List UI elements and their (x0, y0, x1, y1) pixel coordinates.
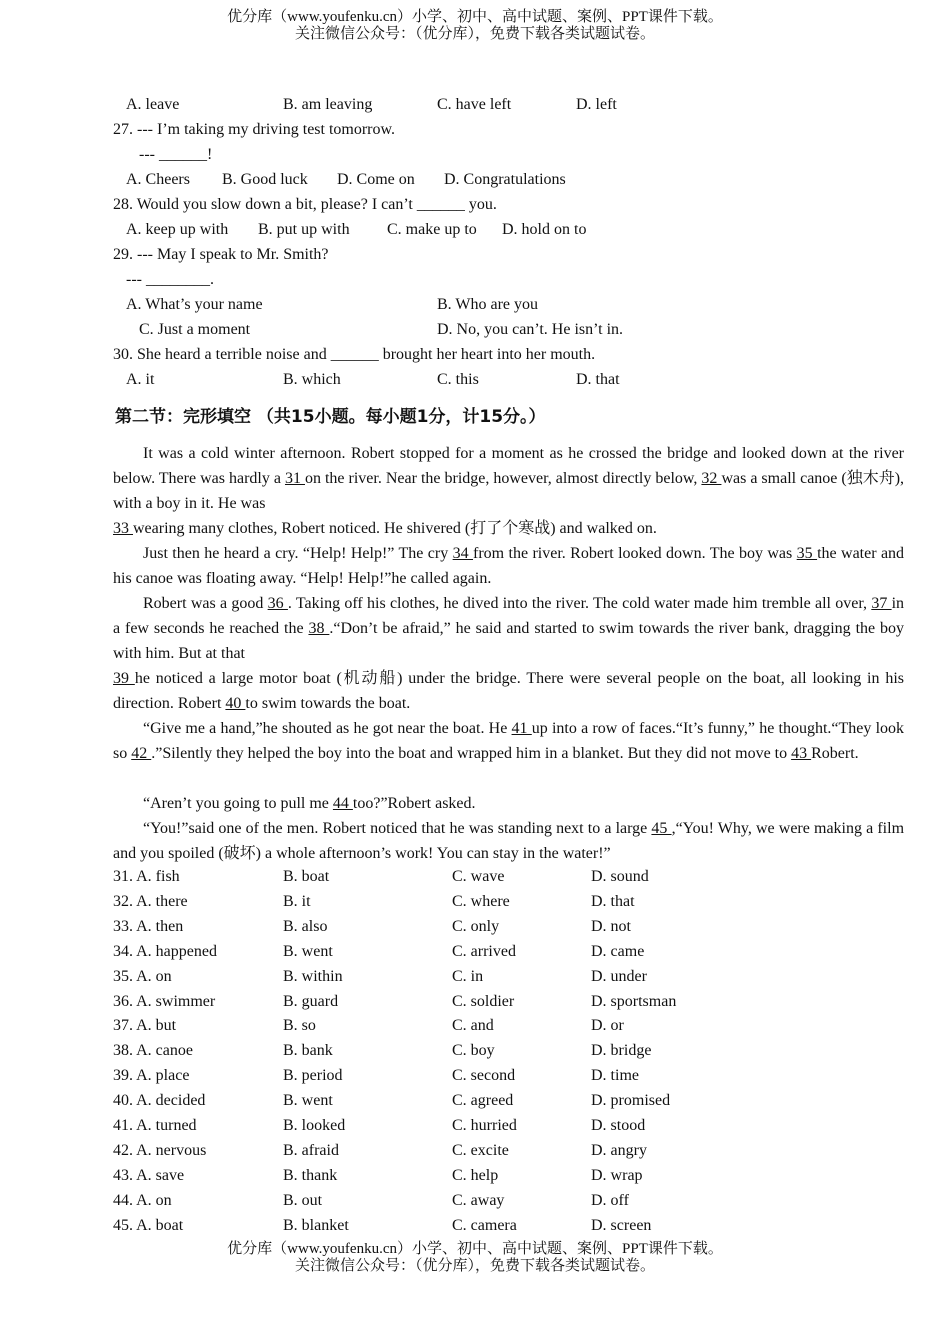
option-b: B. within (283, 967, 343, 985)
option-b: B. looked (283, 1117, 346, 1134)
option-a: 31. A. fish (113, 868, 180, 885)
page-footer-line2: 关注微信公众号：（优分库），免费下载各类试题试卷。 (294, 1258, 655, 1274)
option-b: B. bank (283, 1042, 333, 1060)
option-row (0, 892, 950, 914)
blank-31: 31 (284, 470, 305, 487)
option-c: C. soldier (452, 992, 515, 1010)
blank-35: 35 (796, 545, 818, 562)
passage-paragraph-1: It was a cold winter afternoon. Robert stopped for a moment as he crossed the bridge and looked down at the river below. There was hardly a 31 on the river. Near the bridge, however, almost directly below, 32 was a small canoe (独木舟), with a boy in it. He was (113, 445, 905, 512)
option-row (0, 1166, 950, 1188)
question-27-reply: --- ______! (139, 146, 213, 163)
option-d: D. stood (591, 1117, 646, 1134)
option-b: B. blanket (283, 1216, 349, 1234)
option-d: D. under (591, 967, 647, 985)
question-29-stem: 29. --- May I speak to Mr. Smith? (113, 246, 329, 263)
option-c: C. and (452, 1017, 494, 1035)
option-a: A. leave (126, 96, 180, 113)
option-b: B. Who are you (437, 296, 539, 313)
option-d: D. sportsman (591, 992, 677, 1010)
option-d: D. hold on to (502, 221, 587, 238)
option-c: C. wave (452, 868, 505, 885)
option-b: B. put up with (258, 221, 350, 238)
option-d: D. that (576, 371, 620, 388)
option-row (0, 942, 950, 964)
option-d: D. Congratulations (444, 171, 566, 188)
option-a: 37. A. but (113, 1017, 177, 1035)
option-d: D. No, you can’t. He isn’t in. (437, 321, 624, 338)
option-b: B. Good luck (222, 171, 308, 188)
option-c: C. help (452, 1166, 499, 1184)
option-c: C. boy (452, 1042, 495, 1060)
page-header-line2: 关注微信公众号：（优分库），免费下载各类试题试卷。 (294, 26, 655, 42)
option-row (0, 1091, 950, 1113)
blank-37: 37 (871, 595, 892, 612)
blank-44: 44 (332, 795, 353, 812)
blank-42: 42 (131, 745, 152, 762)
blank-32: 32 (701, 470, 722, 487)
option-row (0, 1191, 950, 1213)
option-c: C. agreed (452, 1092, 514, 1110)
option-d: D. promised (591, 1092, 671, 1110)
option-a: A. Cheers (126, 171, 190, 188)
question-27-stem: 27. --- I’m taking my driving test tomorrow. (113, 121, 396, 138)
option-row (0, 1066, 950, 1088)
question-30-stem: 30. She heard a terrible noise and ______ brought her heart into her mouth. (113, 346, 596, 363)
option-row (0, 1141, 950, 1163)
blank-33: 33 (113, 520, 133, 537)
option-c: C. this (437, 371, 479, 388)
option-a: 41. A. turned (113, 1117, 197, 1134)
option-a: 32. A. there (113, 892, 188, 910)
option-d: D. angry (591, 1141, 647, 1159)
option-b: B. guard (283, 992, 339, 1010)
option-b: B. it (283, 892, 311, 910)
option-d: D. sound (591, 868, 649, 885)
option-row (0, 967, 950, 989)
option-b: B. period (283, 1067, 343, 1085)
option-c: C. only (452, 917, 500, 935)
blank-43: 43 (791, 745, 812, 762)
option-a: 39. A. place (113, 1067, 190, 1085)
option-a: 45. A. boat (113, 1216, 184, 1234)
passage-paragraph-4: “Give me a hand,”he shouted as he got near the boat. He 41 up into a row of faces.“It’s funny,” he thought.“They look so 42 .”Silently they helped the boy into the boat and wrapped him in a blanket. But they did not move to 43 Robert. (113, 720, 905, 762)
option-a: 44. A. on (113, 1191, 172, 1209)
option-b: B. went (283, 942, 333, 960)
option-d: D. or (591, 1017, 624, 1035)
option-b: B. afraid (283, 1141, 339, 1159)
passage-paragraph-5: “Aren’t you going to pull me 44 too?”Robert asked. (143, 795, 476, 812)
option-a: 40. A. decided (113, 1092, 206, 1110)
option-a: 43. A. save (113, 1166, 185, 1184)
option-a: A. it (126, 371, 155, 388)
passage-paragraph-3-cont: 39 he noticed a large motor boat (机动船) under the bridge. There were several people on the boat, all looking in his direction. Robert 40 to swim towards the boat. (113, 670, 904, 712)
option-c: C. where (452, 892, 510, 910)
option-d: D. that (591, 892, 635, 910)
option-row (0, 1216, 950, 1238)
option-b: B. thank (283, 1166, 338, 1184)
option-c: C. away (452, 1191, 505, 1209)
option-a: 36. A. swimmer (113, 992, 216, 1010)
option-row (0, 992, 950, 1014)
option-c: C. excite (452, 1141, 509, 1159)
option-d: D. came (591, 942, 645, 960)
option-b: B. also (283, 917, 328, 935)
option-a: 35. A. on (113, 967, 172, 985)
option-row (0, 1116, 950, 1138)
option-a: 42. A. nervous (113, 1141, 207, 1159)
option-row (0, 867, 950, 889)
blank-41: 41 (511, 720, 532, 737)
option-b: B. so (283, 1017, 316, 1035)
blank-39: 39 (113, 670, 135, 687)
option-d: D. time (591, 1067, 639, 1085)
option-b: B. which (283, 371, 341, 388)
option-b: B. out (283, 1191, 323, 1209)
passage-paragraph-2: Just then he heard a cry. “Help! Help!” The cry 34 from the river. Robert looked down. The boy was 35 the water and his canoe was floating away. “Help! Help!”he called again. (113, 545, 905, 587)
page-footer-line1: 优分库（www.youfenku.cn）小学、初中、高中试题、案例、PPT课件下载。 (227, 1241, 723, 1257)
option-a: 38. A. canoe (113, 1042, 193, 1060)
question-28-stem: 28. Would you slow down a bit, please? I can’t ______ you. (113, 196, 497, 213)
option-d: D. off (591, 1191, 629, 1209)
option-b: B. am leaving (283, 96, 373, 113)
option-a: A. What’s your name (126, 296, 263, 313)
option-c: C. in (452, 967, 484, 985)
option-a: 33. A. then (113, 917, 184, 935)
option-c: C. make up to (387, 221, 477, 238)
option-row (0, 1016, 950, 1038)
option-d: D. left (576, 96, 617, 113)
passage-paragraph-6: “You!”said one of the men. Robert noticed that he was standing next to a large 45 ,“You! Why, we were making a film and you spoiled (破坏) a whole afternoon’s work! You can stay in the water!” (113, 820, 905, 862)
option-c: C. hurried (452, 1117, 517, 1134)
option-d: D. bridge (591, 1042, 652, 1060)
passage-paragraph-1-cont: 33 wearing many clothes, Robert noticed. He shivered (打了个寒战) and walked on. (113, 520, 657, 537)
option-c: C. camera (452, 1216, 517, 1234)
option-row (0, 1041, 950, 1063)
option-c: D. Come on (337, 171, 415, 188)
option-a: A. keep up with (126, 221, 229, 238)
option-d: D. screen (591, 1216, 652, 1234)
passage-paragraph-3: Robert was a good 36 . Taking off his clothes, he dived into the river. The cold water made him tremble all over, 37 in a few seconds he reached the 38 .“Don’t be afraid,” he said and started to swim towards the river bank, dragging the boy with him. But at that (113, 595, 905, 662)
page-header-line1: 优分库（www.youfenku.cn）小学、初中、高中试题、案例、PPT课件下载。 (227, 9, 723, 25)
option-b: B. boat (283, 868, 330, 885)
option-b: B. went (283, 1092, 333, 1110)
option-c: C. second (452, 1067, 516, 1085)
blank-36: 36 (267, 595, 288, 612)
blank-38: 38 (308, 620, 330, 637)
blank-40: 40 (225, 695, 246, 712)
option-d: D. wrap (591, 1166, 643, 1184)
option-row (0, 917, 950, 939)
option-c: C. Just a moment (139, 321, 251, 338)
blank-34: 34 (452, 545, 474, 562)
question-29-reply: --- ________. (126, 271, 214, 288)
option-d: D. not (591, 917, 631, 935)
option-c: C. have left (437, 96, 512, 113)
section-title: 第二节：完形填空 （共15小题。每小题1分，计15分。） (115, 407, 546, 427)
option-c: C. arrived (452, 942, 516, 960)
option-a: 34. A. happened (113, 942, 217, 960)
blank-45: 45 (651, 820, 672, 837)
